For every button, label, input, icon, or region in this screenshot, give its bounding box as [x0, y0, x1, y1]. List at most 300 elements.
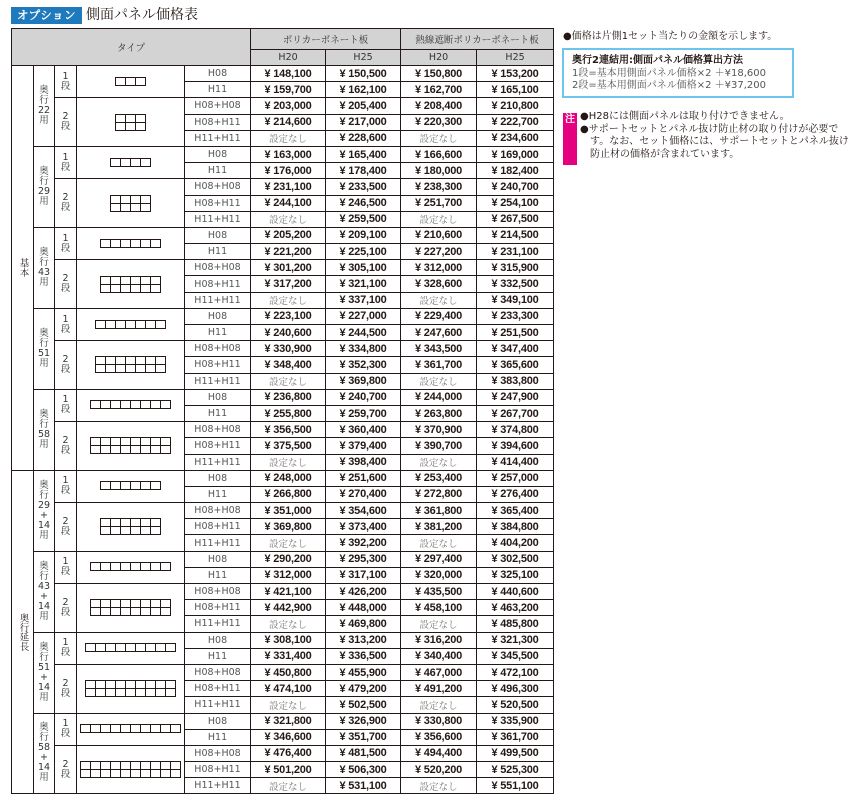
price-cell: ¥ 375,500: [251, 438, 326, 454]
height-label: H11+H11: [185, 130, 251, 146]
height-label: H08+H08: [185, 422, 251, 438]
panel-diagram: [77, 98, 185, 147]
panel-diagram: [77, 146, 185, 178]
table-row: [12, 341, 554, 357]
price-cell: ¥ 248,000: [251, 470, 326, 486]
tier-2-label: [55, 260, 77, 309]
category-label: 奥行延長: [12, 470, 34, 794]
not-available-cell: 設定なし: [401, 130, 477, 146]
price-cell: ¥ 203,000: [251, 98, 326, 114]
depth-label-part: 奥: [39, 479, 49, 491]
price-cell: ¥ 153,200: [477, 66, 554, 82]
price-cell: ¥ 220,300: [401, 114, 477, 130]
tier-number: 2: [62, 273, 69, 285]
price-cell: ¥ 225,100: [326, 244, 401, 260]
depth-label-part: 用: [39, 438, 49, 450]
price-cell: ¥ 221,200: [251, 244, 326, 260]
price-cell: ¥ 251,500: [477, 325, 554, 341]
height-label: H11+H11: [185, 535, 251, 551]
price-cell: ¥ 392,200: [326, 535, 401, 551]
price-cell: ¥ 254,100: [477, 195, 554, 211]
not-available-cell: 設定なし: [401, 211, 477, 227]
price-cell: ¥ 384,800: [477, 519, 554, 535]
table-row: [12, 745, 554, 761]
price-cell: ¥ 246,500: [326, 195, 401, 211]
tier-1-label: [55, 632, 77, 664]
tier-1-label: [55, 227, 77, 259]
price-cell: ¥ 520,200: [401, 762, 477, 778]
depth-label: [34, 389, 55, 470]
tier-number: 1: [62, 556, 69, 568]
price-cell: ¥ 150,800: [401, 66, 477, 82]
price-cell: ¥ 351,700: [326, 729, 401, 745]
table-row: [12, 632, 554, 648]
tier-unit: 段: [60, 444, 71, 456]
price-cell: ¥ 551,100: [477, 778, 554, 794]
depth-label-part: 43: [37, 580, 51, 592]
price-cell: ¥ 176,000: [251, 163, 326, 179]
price-cell: ¥ 240,600: [251, 325, 326, 341]
depth-label-part: 行: [39, 175, 49, 187]
depth-label: [34, 227, 55, 308]
tier-unit: 段: [60, 242, 71, 254]
price-cell: ¥ 383,800: [477, 373, 554, 389]
depth-label: [34, 146, 55, 227]
price-cell: ¥ 253,400: [401, 470, 477, 486]
panel-diagram-icon: [85, 643, 176, 652]
price-cell: ¥ 313,200: [326, 632, 401, 648]
price-cell: ¥ 169,000: [477, 146, 554, 162]
height-label: H08+H11: [185, 681, 251, 697]
price-cell: ¥ 255,800: [251, 405, 326, 421]
price-cell: ¥ 331,400: [251, 648, 326, 664]
table-row: [12, 260, 554, 276]
height-label: H11+H11: [185, 778, 251, 794]
price-cell: ¥ 209,100: [326, 227, 401, 243]
table-row: [12, 227, 554, 243]
panel-diagram: [77, 713, 185, 745]
price-cell: ¥ 320,000: [401, 567, 477, 583]
not-available-cell: 設定なし: [401, 535, 477, 551]
panel-diagram-icon: [95, 320, 166, 329]
price-cell: ¥ 208,400: [401, 98, 477, 114]
height-label: H08+H11: [185, 762, 251, 778]
tier-unit: 段: [60, 687, 71, 699]
calc-method-box: [562, 48, 794, 98]
price-cell: ¥ 222,700: [477, 114, 554, 130]
depth-label-part: 奥: [39, 327, 49, 339]
panel-diagram: [77, 664, 185, 713]
height-label: H08+H08: [185, 664, 251, 680]
tier-1-label: [55, 308, 77, 340]
panel-diagram-icon: [90, 562, 171, 571]
price-cell: ¥ 223,100: [251, 308, 326, 324]
price-table: [11, 28, 554, 794]
not-available-cell: 設定なし: [401, 697, 477, 713]
calc-method-title: 奥行2連結用:側面パネル価格算出方法: [572, 55, 743, 66]
price-cell: ¥ 305,100: [326, 260, 401, 276]
depth-label-part: 51: [37, 347, 51, 359]
depth-label-part: 奥: [39, 408, 49, 420]
panel-diagram-icon: [95, 356, 166, 373]
depth-label-part: 用: [39, 276, 49, 288]
not-available-cell: 設定なし: [251, 697, 326, 713]
price-cell: ¥ 379,400: [326, 438, 401, 454]
height-label: H11: [185, 325, 251, 341]
price-cell: ¥ 390,700: [401, 438, 477, 454]
panel-diagram-icon: [100, 276, 161, 293]
height-label: H08+H11: [185, 519, 251, 535]
price-cell: ¥ 247,600: [401, 325, 477, 341]
not-available-cell: 設定なし: [251, 130, 326, 146]
price-cell: ¥ 290,200: [251, 551, 326, 567]
height-label: H11+H11: [185, 211, 251, 227]
price-cell: ¥ 520,500: [477, 697, 554, 713]
depth-label: [34, 66, 55, 147]
panel-diagram-icon: [90, 400, 171, 409]
price-cell: ¥ 205,200: [251, 227, 326, 243]
caution-item: ●サポートセットとパネル抜け防止材の取り付けが必要です。なお、セット価格には、サポートセットとパネル抜け防止材の価格が含まれています。: [580, 123, 849, 160]
caution-tag: 注: [563, 113, 577, 165]
depth-label-part: 22: [37, 104, 51, 116]
price-cell: ¥ 240,700: [326, 389, 401, 405]
height-label: H11: [185, 244, 251, 260]
height-label: H08: [185, 66, 251, 82]
price-cell: ¥ 227,000: [326, 308, 401, 324]
not-available-cell: 設定なし: [401, 778, 477, 794]
price-cell: ¥ 337,100: [326, 292, 401, 308]
price-cell: ¥ 317,200: [251, 276, 326, 292]
tier-number: 2: [62, 111, 69, 123]
panel-diagram: [77, 341, 185, 390]
price-cell: ¥ 481,500: [326, 745, 401, 761]
height-label: H08+H11: [185, 357, 251, 373]
height-label: H08: [185, 227, 251, 243]
calc-line-1tier: 1段=基本用側面パネル価格×2 ＋¥18,600: [572, 67, 767, 79]
price-cell: ¥ 369,800: [251, 519, 326, 535]
tier-2-label: [55, 98, 77, 147]
tier-number: 1: [62, 151, 69, 163]
depth-label-part: 奥: [39, 84, 49, 96]
depth-label: [34, 713, 55, 794]
tier-unit: 段: [60, 768, 71, 780]
price-cell: ¥ 435,500: [401, 584, 477, 600]
price-cell: ¥ 348,400: [251, 357, 326, 373]
price-cell: ¥ 166,600: [401, 146, 477, 162]
price-cell: ¥ 180,000: [401, 163, 477, 179]
tier-unit: 段: [60, 80, 71, 92]
table-row: [12, 66, 554, 82]
price-cell: ¥ 347,400: [477, 341, 554, 357]
heat-block-polycarbonate-header: 熱線遮断ポリカーボネート板: [401, 29, 554, 50]
price-cell: ¥ 244,500: [326, 325, 401, 341]
not-available-cell: 設定なし: [251, 292, 326, 308]
price-cell: ¥ 361,800: [401, 503, 477, 519]
tier-number: 1: [62, 70, 69, 82]
price-cell: ¥ 233,500: [326, 179, 401, 195]
height-label: H11+H11: [185, 697, 251, 713]
height-label: H11: [185, 163, 251, 179]
price-cell: ¥ 317,100: [326, 567, 401, 583]
height-label: H08: [185, 389, 251, 405]
height-label: H08: [185, 713, 251, 729]
price-cell: ¥ 476,400: [251, 745, 326, 761]
price-cell: ¥ 501,200: [251, 762, 326, 778]
table-row: [12, 470, 554, 486]
panel-diagram: [77, 308, 185, 340]
price-cell: ¥ 361,700: [477, 729, 554, 745]
depth-label-part: 奥: [39, 165, 49, 177]
depth-label-part: 行: [39, 570, 49, 582]
price-cell: ¥ 332,500: [477, 276, 554, 292]
depth-label-part: +: [40, 752, 48, 764]
price-cell: ¥ 321,300: [477, 632, 554, 648]
panel-diagram-icon: [100, 239, 161, 248]
panel-diagram-icon: [115, 77, 146, 86]
price-cell: ¥ 321,800: [251, 713, 326, 729]
tier-number: 2: [62, 758, 69, 770]
depth-label-part: 奥: [39, 722, 49, 734]
panel-diagram-icon: [110, 195, 151, 212]
price-cell: ¥ 455,900: [326, 664, 401, 680]
price-cell: ¥ 343,500: [401, 341, 477, 357]
price-cell: ¥ 263,800: [401, 405, 477, 421]
tier-unit: 段: [60, 404, 71, 416]
price-cell: ¥ 315,900: [477, 260, 554, 276]
price-cell: ¥ 312,000: [401, 260, 477, 276]
price-cell: ¥ 162,100: [326, 82, 401, 98]
height-label: H11+H11: [185, 454, 251, 470]
depth-label-part: 行: [39, 489, 49, 501]
price-cell: ¥ 502,500: [326, 697, 401, 713]
tier-number: 2: [62, 192, 69, 204]
height-label: H11+H11: [185, 292, 251, 308]
polycarbonate-header: ポリカーボネート板: [251, 29, 401, 50]
depth-label-part: 行: [39, 651, 49, 663]
height-label: H11: [185, 486, 251, 502]
caution-list: [580, 111, 855, 161]
depth-label-part: 用: [39, 691, 49, 703]
tier-2-label: [55, 341, 77, 390]
price-cell: ¥ 330,800: [401, 713, 477, 729]
sub-header-h25: H25: [326, 50, 401, 66]
price-cell: ¥ 178,400: [326, 163, 401, 179]
tier-number: 2: [62, 677, 69, 689]
height-label: H08+H08: [185, 98, 251, 114]
table-row: [12, 98, 554, 114]
sub-header-h25: H25: [477, 50, 554, 66]
tier-number: 1: [62, 394, 69, 406]
calc-line-2tier: 2段=基本用側面パネル価格×2 ＋¥37,200: [572, 80, 767, 91]
price-cell: ¥ 381,200: [401, 519, 477, 535]
price-cell: ¥ 217,000: [326, 114, 401, 130]
depth-label-part: +: [40, 671, 48, 683]
depth-label-part: 行: [39, 94, 49, 106]
price-cell: ¥ 259,500: [326, 211, 401, 227]
price-cell: ¥ 272,800: [401, 486, 477, 502]
tier-1-label: [55, 389, 77, 421]
height-label: H08: [185, 146, 251, 162]
caution-item: ●H28には側面パネルは取り付けできません。: [580, 111, 790, 122]
price-cell: ¥ 244,100: [251, 195, 326, 211]
depth-label-part: 行: [39, 256, 49, 268]
depth-label-part: 用: [39, 195, 49, 207]
price-cell: ¥ 302,500: [477, 551, 554, 567]
depth-label-part: 14: [37, 519, 51, 531]
price-cell: ¥ 365,400: [477, 503, 554, 519]
price-cell: ¥ 330,900: [251, 341, 326, 357]
height-label: H08+H11: [185, 438, 251, 454]
depth-label-part: 用: [39, 114, 49, 126]
price-cell: ¥ 354,600: [326, 503, 401, 519]
tier-number: 2: [62, 434, 69, 446]
price-cell: ¥ 531,100: [326, 778, 401, 794]
price-cell: ¥ 346,600: [251, 729, 326, 745]
table-row: [12, 584, 554, 600]
not-available-cell: 設定なし: [401, 454, 477, 470]
panel-diagram: [77, 389, 185, 421]
panel-diagram-icon: [100, 518, 161, 535]
tier-unit: 段: [60, 121, 71, 133]
sub-header-h20: H20: [251, 50, 326, 66]
price-cell: ¥ 494,400: [401, 745, 477, 761]
price-cell: ¥ 448,000: [326, 600, 401, 616]
table-row: [12, 551, 554, 567]
price-cell: ¥ 458,100: [401, 600, 477, 616]
not-available-cell: 設定なし: [251, 778, 326, 794]
panel-diagram: [77, 584, 185, 633]
price-cell: ¥ 525,300: [477, 762, 554, 778]
price-cell: ¥ 267,500: [477, 211, 554, 227]
price-cell: ¥ 165,100: [477, 82, 554, 98]
price-cell: ¥ 485,800: [477, 616, 554, 632]
tier-2-label: [55, 503, 77, 552]
price-cell: ¥ 297,400: [401, 551, 477, 567]
depth-label-part: 用: [39, 610, 49, 622]
height-label: H08+H08: [185, 503, 251, 519]
price-cell: ¥ 356,500: [251, 422, 326, 438]
tier-unit: 段: [60, 202, 71, 214]
table-row: [12, 713, 554, 729]
price-cell: ¥ 210,800: [477, 98, 554, 114]
panel-diagram: [77, 503, 185, 552]
price-cell: ¥ 295,300: [326, 551, 401, 567]
height-label: H11: [185, 648, 251, 664]
not-available-cell: 設定なし: [251, 616, 326, 632]
price-cell: ¥ 360,400: [326, 422, 401, 438]
tier-unit: 段: [60, 161, 71, 173]
price-cell: ¥ 335,900: [477, 713, 554, 729]
panel-diagram-icon: [80, 724, 181, 733]
tier-2-label: [55, 745, 77, 794]
price-cell: ¥ 266,800: [251, 486, 326, 502]
price-cell: ¥ 163,000: [251, 146, 326, 162]
depth-label-part: 14: [37, 681, 51, 693]
price-cell: ¥ 506,300: [326, 762, 401, 778]
tier-unit: 段: [60, 728, 71, 740]
price-cell: ¥ 214,500: [477, 227, 554, 243]
height-label: H08+H11: [185, 276, 251, 292]
tier-number: 1: [62, 313, 69, 325]
tier-number: 1: [62, 475, 69, 487]
depth-label-part: 58: [37, 428, 51, 440]
price-cell: ¥ 370,900: [401, 422, 477, 438]
depth-label: [34, 470, 55, 551]
height-label: H08+H11: [185, 114, 251, 130]
height-label: H11: [185, 567, 251, 583]
depth-label-part: 奥: [39, 246, 49, 258]
depth-label-part: 58: [37, 742, 51, 754]
price-cell: ¥ 450,800: [251, 664, 326, 680]
depth-label-part: 14: [37, 762, 51, 774]
price-cell: ¥ 257,000: [477, 470, 554, 486]
price-cell: ¥ 229,400: [401, 308, 477, 324]
tier-number: 2: [62, 515, 69, 527]
table-row: [12, 179, 554, 195]
price-cell: ¥ 334,800: [326, 341, 401, 357]
price-cell: ¥ 240,700: [477, 179, 554, 195]
panel-diagram: [77, 632, 185, 664]
height-label: H08+H08: [185, 260, 251, 276]
price-cell: ¥ 259,700: [326, 405, 401, 421]
price-cell: ¥ 326,900: [326, 713, 401, 729]
price-cell: ¥ 233,300: [477, 308, 554, 324]
tier-number: 2: [62, 596, 69, 608]
price-cell: ¥ 325,100: [477, 567, 554, 583]
table-row: [12, 146, 554, 162]
height-label: H08+H08: [185, 341, 251, 357]
height-label: H11+H11: [185, 373, 251, 389]
price-cell: ¥ 244,000: [401, 389, 477, 405]
depth-label-part: 行: [39, 418, 49, 430]
price-cell: ¥ 340,400: [401, 648, 477, 664]
price-cell: ¥ 251,700: [401, 195, 477, 211]
price-cell: ¥ 308,100: [251, 632, 326, 648]
panel-diagram: [77, 179, 185, 228]
depth-label: [34, 632, 55, 713]
tier-unit: 段: [60, 647, 71, 659]
depth-label-part: 29: [37, 499, 51, 511]
panel-diagram: [77, 551, 185, 583]
price-cell: ¥ 150,500: [326, 66, 401, 82]
sub-header-h20: H20: [401, 50, 477, 66]
height-label: H08+H08: [185, 179, 251, 195]
page-title: 側面パネル価格表: [86, 7, 198, 23]
price-cell: ¥ 214,600: [251, 114, 326, 130]
panel-diagram-icon: [85, 680, 176, 697]
table-row: [12, 503, 554, 519]
table-row: [12, 422, 554, 438]
price-cell: ¥ 365,600: [477, 357, 554, 373]
price-cell: ¥ 312,000: [251, 567, 326, 583]
price-cell: ¥ 276,400: [477, 486, 554, 502]
price-cell: ¥ 159,700: [251, 82, 326, 98]
price-cell: ¥ 440,600: [477, 584, 554, 600]
table-row: [12, 308, 554, 324]
depth-label-part: 行: [39, 732, 49, 744]
price-cell: ¥ 321,100: [326, 276, 401, 292]
tier-number: 1: [62, 232, 69, 244]
panel-diagram-icon: [110, 158, 151, 167]
price-note: ●価格は片側1セット当たりの金額を示します。: [563, 31, 778, 42]
price-cell: ¥ 474,100: [251, 681, 326, 697]
not-available-cell: 設定なし: [251, 535, 326, 551]
tier-1-label: [55, 713, 77, 745]
depth-label-part: 43: [37, 266, 51, 278]
tier-1-label: [55, 66, 77, 98]
tier-number: 2: [62, 353, 69, 365]
panel-diagram: [77, 745, 185, 794]
